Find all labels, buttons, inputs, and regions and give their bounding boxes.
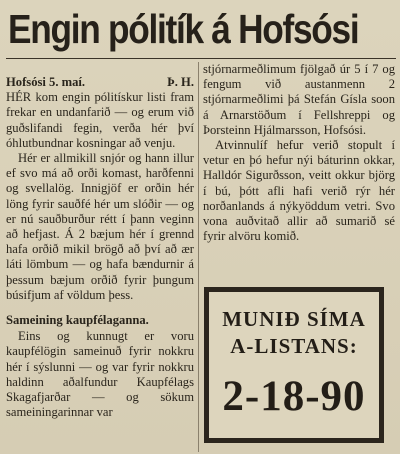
dateline (6, 75, 194, 90)
article-paragraph-3: Eins og kunnugt er voru kaupfélögin sameinuð fyrir nokkru hér í sýslunni — og var fyrir nokkru haldinn aðalfundur Kaupfélags Skagafjarðar — og sökum sameiningarinnar var (6, 329, 194, 420)
ad-line-2: A-LISTANS: (230, 334, 358, 358)
left-column (6, 75, 194, 420)
headline: Engin pólitík á Hofsósi (8, 6, 359, 52)
ad-phone-number: 2-18-90 (222, 373, 366, 420)
article-paragraph-4: stjórnarmeðlimum fjölgað úr 5 í 7 og fengum við austanmenn 2 stjórnarmeðlimi þá Stefán Gísla soon á Arnarstöðum í Fellshreppi og Þorsteinn Hjálmarsson, Hofsósi. (203, 62, 395, 137)
article-paragraph-1: HÉR kom engin pólitískur listi fram frekar en undanfarið — og erum við guðslifandi fegin, verða hér því óhlutbundnar kosningar að venju. (6, 90, 194, 150)
ad-line-1: MUNIÐ SÍMA (222, 307, 366, 331)
right-column (203, 62, 395, 244)
dateline-place-date: Hofsósi 5. maí. (6, 75, 86, 89)
column-divider (198, 62, 199, 452)
subhead: Sameining kaupfélaganna. (6, 313, 149, 328)
phone-advertisement (204, 287, 384, 443)
headline-rule (6, 58, 396, 59)
article-paragraph-2: Hér er allmikill snjór og hann illur ef svo má að orði komast, harðfenni og svellalög. Innigjöf er orðin hér löng fyrir sauðfé hér um slóðir — og er nú sauðburður rétt í þann veginn að hefjast. Á 2 bæjum hér í grennd hafa orðið mikil brögð að því að ær láti lömbum — og hafa bændurnir á þessum bæjum orðið fyrir þungum búsifjum af völdum þess. (6, 151, 194, 302)
article-paragraph-5: Atvinnulíf hefur verið stopult í vetur en þó hefur nýi báturinn okkar, Halldór Sigurðsson, veitt okkur björg í bú, þótt afli hafi verið rýr hér norðanlands á nýkyöddum vetri. Svo vona auðvitað allir að sumarið sé fyrir alvöru komið. (203, 138, 395, 244)
dateline-author: Þ. H. (167, 75, 194, 89)
